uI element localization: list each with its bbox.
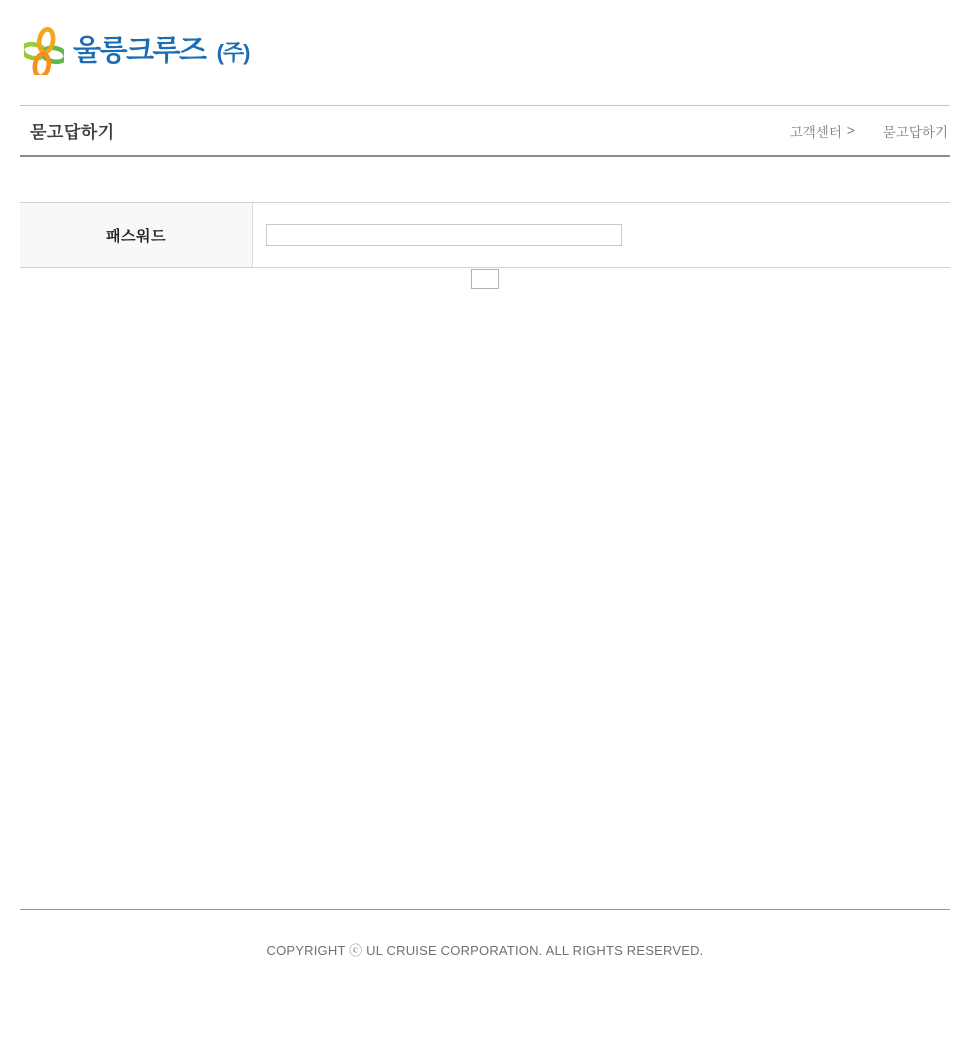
pinwheel-flower-icon <box>24 27 64 75</box>
password-field-cell <box>253 203 950 267</box>
breadcrumb-parent[interactable]: 고객센터 <box>789 124 842 140</box>
company-name: 울릉크루즈 <box>73 34 206 67</box>
copyright-text: COPYRIGHT ⓒ UL CRUISE CORPORATION. ALL RIGHTS RESERVED. <box>266 943 704 958</box>
breadcrumb-separator: > <box>846 123 855 138</box>
title-bar <box>20 105 950 157</box>
site-footer <box>20 909 950 960</box>
password-input[interactable] <box>266 224 622 246</box>
company-suffix: (주) <box>216 39 250 65</box>
password-label: 패스워드 <box>20 203 253 267</box>
submit-button[interactable] <box>471 269 499 289</box>
site-header <box>0 0 970 77</box>
page-title: 묻고답하기 <box>30 123 115 142</box>
main-content <box>0 202 970 289</box>
breadcrumb <box>790 121 950 141</box>
password-form-table <box>20 202 950 268</box>
company-logo[interactable] <box>24 27 249 75</box>
breadcrumb-current[interactable]: 묻고답하기 <box>882 124 948 140</box>
